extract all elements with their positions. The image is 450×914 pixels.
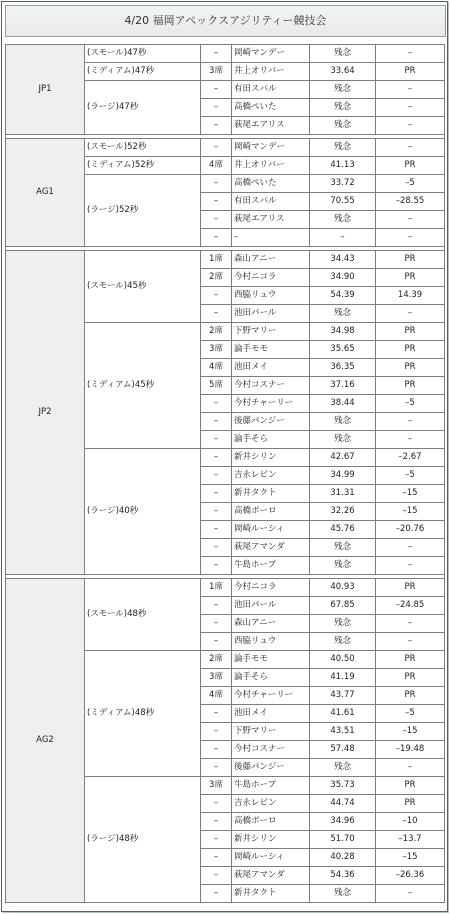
rank-cell: –: [201, 759, 232, 777]
result-cell: –: [376, 229, 445, 247]
rank-cell: –: [201, 741, 232, 759]
rank-cell: –: [201, 413, 232, 431]
result-cell: –28.55: [376, 193, 445, 211]
name-cell: 牛島ホープ: [232, 777, 310, 795]
time-cell: 残念: [310, 211, 376, 229]
rank-cell: –: [201, 705, 232, 723]
rank-cell: –: [201, 117, 232, 135]
name-cell: 吉永レビン: [232, 467, 310, 485]
time-cell: 34.99: [310, 467, 376, 485]
result-cell: PR: [376, 651, 445, 669]
result-cell: –5: [376, 395, 445, 413]
rank-cell: –: [201, 503, 232, 521]
time-cell: 残念: [310, 413, 376, 431]
name-cell: 有田スバル: [232, 193, 310, 211]
rank-cell: –: [201, 211, 232, 229]
rank-cell: 4席: [201, 687, 232, 705]
time-cell: –: [310, 229, 376, 247]
name-cell: 高橋ポーロ: [232, 503, 310, 521]
result-cell: –: [376, 615, 445, 633]
result-cell: 14.39: [376, 287, 445, 305]
name-cell: 萩尾アマンダ: [232, 539, 310, 557]
name-cell: 新井タクト: [232, 485, 310, 503]
rank-cell: 2席: [201, 269, 232, 287]
rank-cell: –: [201, 431, 232, 449]
rank-cell: 3席: [201, 777, 232, 795]
rank-cell: –: [201, 467, 232, 485]
time-cell: 51.70: [310, 831, 376, 849]
rank-cell: –: [201, 287, 232, 305]
time-cell: 41.61: [310, 705, 376, 723]
result-cell: –24.85: [376, 597, 445, 615]
rank-cell: –: [201, 795, 232, 813]
rank-cell: –: [201, 615, 232, 633]
result-cell: –19.48: [376, 741, 445, 759]
grade-cell: AG2: [6, 579, 85, 903]
time-cell: 41.13: [310, 157, 376, 175]
name-cell: 高橋ぺいた: [232, 99, 310, 117]
grade-cell: AG1: [6, 139, 85, 247]
time-cell: 54.36: [310, 867, 376, 885]
name-cell: 西脇リュウ: [232, 633, 310, 651]
rank-cell: 2席: [201, 323, 232, 341]
time-cell: 残念: [310, 45, 376, 63]
result-cell: –5: [376, 705, 445, 723]
class-cell: (スモール)52秒: [85, 139, 201, 157]
time-cell: 40.93: [310, 579, 376, 597]
name-cell: 下野マリー: [232, 723, 310, 741]
time-cell: 40.28: [310, 849, 376, 867]
rank-cell: 5席: [201, 377, 232, 395]
time-cell: 44.74: [310, 795, 376, 813]
result-cell: –: [376, 117, 445, 135]
time-cell: 42.67: [310, 449, 376, 467]
rank-cell: 4席: [201, 157, 232, 175]
rank-cell: –: [201, 597, 232, 615]
time-cell: 残念: [310, 305, 376, 323]
result-cell: PR: [376, 157, 445, 175]
name-cell: 森山アニー: [232, 251, 310, 269]
result-cell: –: [376, 557, 445, 575]
result-cell: PR: [376, 269, 445, 287]
name-cell: 後藤パンジー: [232, 413, 310, 431]
time-cell: 残念: [310, 557, 376, 575]
name-cell: 牛島ホープ: [232, 557, 310, 575]
class-cell: (ラージ)48秒: [85, 777, 201, 903]
grade-cell: JP1: [6, 45, 85, 135]
time-cell: 残念: [310, 81, 376, 99]
rank-cell: –: [201, 81, 232, 99]
rank-cell: –: [201, 813, 232, 831]
time-cell: 残念: [310, 633, 376, 651]
name-cell: 論手モモ: [232, 651, 310, 669]
name-cell: 池田パール: [232, 597, 310, 615]
time-cell: 33.64: [310, 63, 376, 81]
result-cell: –: [376, 81, 445, 99]
result-cell: –15: [376, 503, 445, 521]
time-cell: 残念: [310, 99, 376, 117]
rank-cell: –: [201, 885, 232, 903]
time-cell: 57.48: [310, 741, 376, 759]
rank-cell: –: [201, 485, 232, 503]
result-cell: –: [376, 413, 445, 431]
class-cell: (ミディアム)45秒: [85, 323, 201, 449]
result-cell: –20.76: [376, 521, 445, 539]
name-cell: –: [232, 229, 310, 247]
time-cell: 43.51: [310, 723, 376, 741]
name-cell: 新井シリン: [232, 831, 310, 849]
name-cell: 高橋ぺいた: [232, 175, 310, 193]
rank-cell: –: [201, 45, 232, 63]
time-cell: 40.50: [310, 651, 376, 669]
class-cell: (ミディアム)48秒: [85, 651, 201, 777]
rank-cell: –: [201, 867, 232, 885]
time-cell: 残念: [310, 759, 376, 777]
time-cell: 70.55: [310, 193, 376, 211]
time-cell: 38.44: [310, 395, 376, 413]
result-cell: –: [376, 139, 445, 157]
class-cell: (スモール)45秒: [85, 251, 201, 323]
result-cell: PR: [376, 251, 445, 269]
name-cell: 下野マリー: [232, 323, 310, 341]
result-cell: –: [376, 885, 445, 903]
rank-cell: –: [201, 521, 232, 539]
result-cell: –15: [376, 849, 445, 867]
name-cell: 萩尾エアリス: [232, 117, 310, 135]
rank-cell: –: [201, 831, 232, 849]
results-body: [6, 45, 445, 903]
result-cell: PR: [376, 359, 445, 377]
time-cell: 残念: [310, 885, 376, 903]
grade-cell: JP2: [6, 251, 85, 575]
result-cell: PR: [376, 63, 445, 81]
name-cell: 萩尾エアリス: [232, 211, 310, 229]
rank-cell: 1席: [201, 251, 232, 269]
class-cell: (スモール)47秒: [85, 45, 201, 63]
rank-cell: 3席: [201, 341, 232, 359]
name-cell: 萩尾アマンダ: [232, 867, 310, 885]
name-cell: 有田スバル: [232, 81, 310, 99]
time-cell: 35.73: [310, 777, 376, 795]
name-cell: 新井タクト: [232, 885, 310, 903]
rank-cell: –: [201, 557, 232, 575]
result-cell: PR: [376, 579, 445, 597]
rank-cell: 3席: [201, 669, 232, 687]
class-cell: (ラージ)52秒: [85, 175, 201, 247]
time-cell: 34.96: [310, 813, 376, 831]
name-cell: 池田パール: [232, 305, 310, 323]
result-cell: –: [376, 211, 445, 229]
name-cell: 西脇リュウ: [232, 287, 310, 305]
name-cell: 森山アニー: [232, 615, 310, 633]
rank-cell: –: [201, 539, 232, 557]
result-cell: –: [376, 431, 445, 449]
rank-cell: –: [201, 229, 232, 247]
rank-cell: –: [201, 633, 232, 651]
result-cell: –15: [376, 723, 445, 741]
time-cell: 45.76: [310, 521, 376, 539]
result-cell: –5: [376, 467, 445, 485]
rank-cell: 2席: [201, 651, 232, 669]
rank-cell: –: [201, 193, 232, 211]
result-cell: PR: [376, 669, 445, 687]
name-cell: 今村チャーリー: [232, 395, 310, 413]
result-cell: –26.36: [376, 867, 445, 885]
time-cell: 33.72: [310, 175, 376, 193]
rank-cell: –: [201, 395, 232, 413]
rank-cell: –: [201, 99, 232, 117]
name-cell: 今村コスナー: [232, 741, 310, 759]
time-cell: 54.39: [310, 287, 376, 305]
result-cell: PR: [376, 687, 445, 705]
result-cell: –: [376, 99, 445, 117]
rank-cell: 3席: [201, 63, 232, 81]
rank-cell: –: [201, 305, 232, 323]
name-cell: 池田メイ: [232, 359, 310, 377]
name-cell: 岡崎マンデー: [232, 139, 310, 157]
name-cell: 今村ニコラ: [232, 579, 310, 597]
result-cell: –2.67: [376, 449, 445, 467]
time-cell: 43.77: [310, 687, 376, 705]
class-cell: (スモール)48秒: [85, 579, 201, 651]
time-cell: 37.16: [310, 377, 376, 395]
class-cell: (ミディアム)52秒: [85, 157, 201, 175]
rank-cell: 1席: [201, 579, 232, 597]
class-cell: (ミディアム)47秒: [85, 63, 201, 81]
name-cell: 岡崎マンデー: [232, 45, 310, 63]
time-cell: 31.31: [310, 485, 376, 503]
page-frame: [1, 1, 448, 912]
time-cell: 35.65: [310, 341, 376, 359]
name-cell: 井上オリバー: [232, 63, 310, 81]
name-cell: 新井シリン: [232, 449, 310, 467]
result-cell: PR: [376, 377, 445, 395]
time-cell: 41.19: [310, 669, 376, 687]
time-cell: 残念: [310, 539, 376, 557]
result-cell: –5: [376, 175, 445, 193]
name-cell: 井上オリバー: [232, 157, 310, 175]
table-row: [6, 139, 445, 157]
time-cell: 32.26: [310, 503, 376, 521]
result-cell: PR: [376, 777, 445, 795]
name-cell: 論手そら: [232, 431, 310, 449]
rank-cell: 4席: [201, 359, 232, 377]
time-cell: 残念: [310, 431, 376, 449]
table-row: [6, 579, 445, 597]
result-cell: –: [376, 633, 445, 651]
table-row: [6, 45, 445, 63]
result-cell: PR: [376, 341, 445, 359]
time-cell: 34.43: [310, 251, 376, 269]
time-cell: 67.85: [310, 597, 376, 615]
result-cell: –: [376, 759, 445, 777]
time-cell: 34.98: [310, 323, 376, 341]
page-title: 4/20 福岡アペックスアジリティー競技会: [5, 5, 446, 37]
result-cell: PR: [376, 323, 445, 341]
rank-cell: –: [201, 849, 232, 867]
name-cell: 論手モモ: [232, 341, 310, 359]
time-cell: 残念: [310, 139, 376, 157]
name-cell: 論手そら: [232, 669, 310, 687]
name-cell: 池田メイ: [232, 705, 310, 723]
rank-cell: –: [201, 449, 232, 467]
result-cell: –10: [376, 813, 445, 831]
result-cell: –: [376, 539, 445, 557]
rank-cell: –: [201, 723, 232, 741]
name-cell: 後藤パンジー: [232, 759, 310, 777]
rank-cell: –: [201, 175, 232, 193]
table-row: [6, 251, 445, 269]
class-cell: (ラージ)40秒: [85, 449, 201, 575]
time-cell: 34.90: [310, 269, 376, 287]
result-cell: –13.7: [376, 831, 445, 849]
name-cell: 今村チャーリー: [232, 687, 310, 705]
result-cell: –: [376, 305, 445, 323]
name-cell: 今村コスナー: [232, 377, 310, 395]
time-cell: 36.35: [310, 359, 376, 377]
name-cell: 岡崎ルーシィ: [232, 849, 310, 867]
time-cell: 残念: [310, 117, 376, 135]
name-cell: 高橋ポーロ: [232, 813, 310, 831]
name-cell: 今村ニコラ: [232, 269, 310, 287]
result-cell: PR: [376, 795, 445, 813]
name-cell: 吉永レビン: [232, 795, 310, 813]
class-cell: (ラージ)47秒: [85, 81, 201, 135]
rank-cell: –: [201, 139, 232, 157]
result-cell: –15: [376, 485, 445, 503]
result-cell: –: [376, 45, 445, 63]
name-cell: 岡崎ルーシィ: [232, 521, 310, 539]
time-cell: 残念: [310, 615, 376, 633]
results-table: [5, 44, 445, 903]
